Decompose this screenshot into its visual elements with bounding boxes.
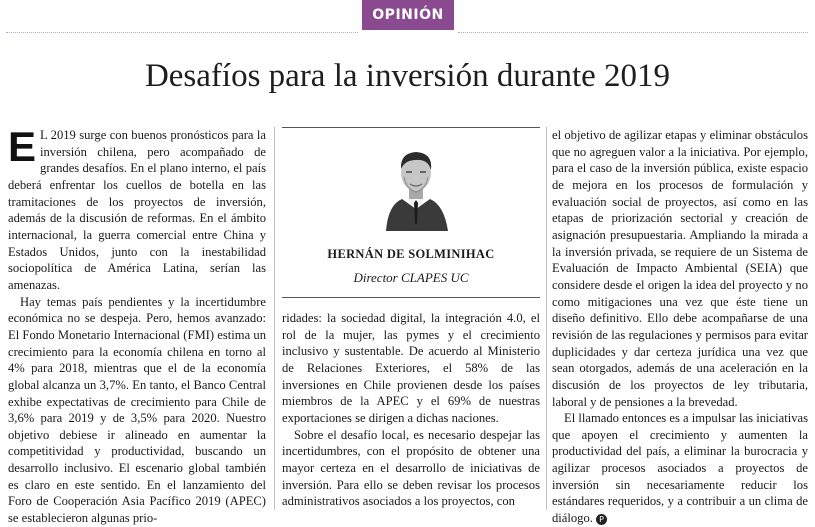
paragraph-text: L 2019 surge con buenos pronósticos para la inversión chilena, pero acompañado de grandes desafíos. En el plano interno, el país deberá enfrentar los cuellos de botella en las tramitaciones de los proyectos de inversión, además de la discusión de reformas. En el ámbito internacional, la guerra comercial entre China y Estados Unidos, junto con la inestabilidad sociopolítica de América Latina, serían las amenazas. xyxy=(8,128,266,292)
column-divider xyxy=(546,127,547,510)
section-rule-right xyxy=(458,32,808,33)
author-portrait xyxy=(378,139,454,231)
section-tag: OPINIÓN xyxy=(362,0,454,30)
paragraph: ridades: la sociedad digital, la integración 4.0, el rol de la mujer, las pymes y el crecimiento inclusivo y sustentable. De acuerdo al Ministerio de Relaciones Exteriores, el 58% de las inversiones en Chile provienen desde los países miembros de la APEC y el 69% de nuestras exportaciones se dirigen a dichas naciones. xyxy=(282,311,540,425)
paragraph: Hay temas país pendientes y la incertidumbre económica no se despeja. Pero, hemos avanzado: El Fondo Monetario Internacional (FMI) estima un crecimiento para la economía chilena en torno al 4% para 2018, mientras que el de la economía global alcanza un 3,7%. En tanto, el Banco Central exhibe expectativas de crecimiento para Chile de 3,6% para 2019 y de 3,5% para 2020. Nuestro objetivo debiese ir alineado en aumentar la competitividad y productividad, buscando un desarrollo inclusivo. El escenario global también es claro en este sentido. En el lanzamiento del Foro de Cooperación Asia Pacífico 2019 (APEC) se establecieron algunas prio- xyxy=(8,294,266,526)
section-rule-left xyxy=(6,32,358,33)
paragraph: el objetivo de agilizar etapas y eliminar obstáculos que no agreguen valor a la iniciativa. Por ejemplo, para el caso de la inversión pública, existe espacio de mejora en los procesos de formulación y evaluación social de proyectos, así como en las etapas de priorización sectorial y creación de asignación presupuestaria. Ampliando la mirada a la inversión privada, se requiere de un Sistema de Evaluación de Impacto Ambiental (SEIA) que considere desde el origen la idea del proyecto y no como mitigaciones una vez que éste tiene un diseño definitivo. Ello debe acompañarse de una revisión de las regulaciones y permisos para evitar duplicidades y dar certeza jurídica una vez que sean otorgados, además de una aceleración en la discusión de los proyectos de ley tributaria, laboral y de pensiones a la brevedad. xyxy=(552,128,808,409)
paragraph xyxy=(8,123,266,294)
paragraph xyxy=(552,410,808,527)
author-box-top-rule xyxy=(282,127,540,128)
column-divider xyxy=(274,127,275,510)
column-3 xyxy=(552,127,808,527)
author-name: HERNÁN DE SOLMINIHAC xyxy=(327,247,495,261)
author-box xyxy=(282,127,540,299)
paragraph: Sobre el desafío local, es necesario despejar las incertidumbres, con el propósito de obtener una mayor certeza en el desarrollo de iniciativas de inversión. Para ello se deben revisar los procesos administrativos asociados a los proyectos, con xyxy=(282,427,540,509)
author-box-bottom-rule xyxy=(282,297,540,298)
column-2 xyxy=(282,310,540,510)
column-1 xyxy=(8,123,266,527)
author-role: Director CLAPES UC xyxy=(353,270,469,285)
drop-cap: E xyxy=(8,123,37,170)
paragraph-text: El llamado entonces es a impulsar las iniciativas que apoyen el crecimiento y aumenten la productividad del país, a eliminar la burocracia y agilizar procesos asociados a proyectos de inversión sin necesariamente reducir los estándares requeridos, y a contribuir a un clima de diálogo. xyxy=(552,411,808,526)
end-mark-icon: P xyxy=(596,514,607,525)
headline: Desafíos para la inversión durante 2019 xyxy=(144,58,671,94)
